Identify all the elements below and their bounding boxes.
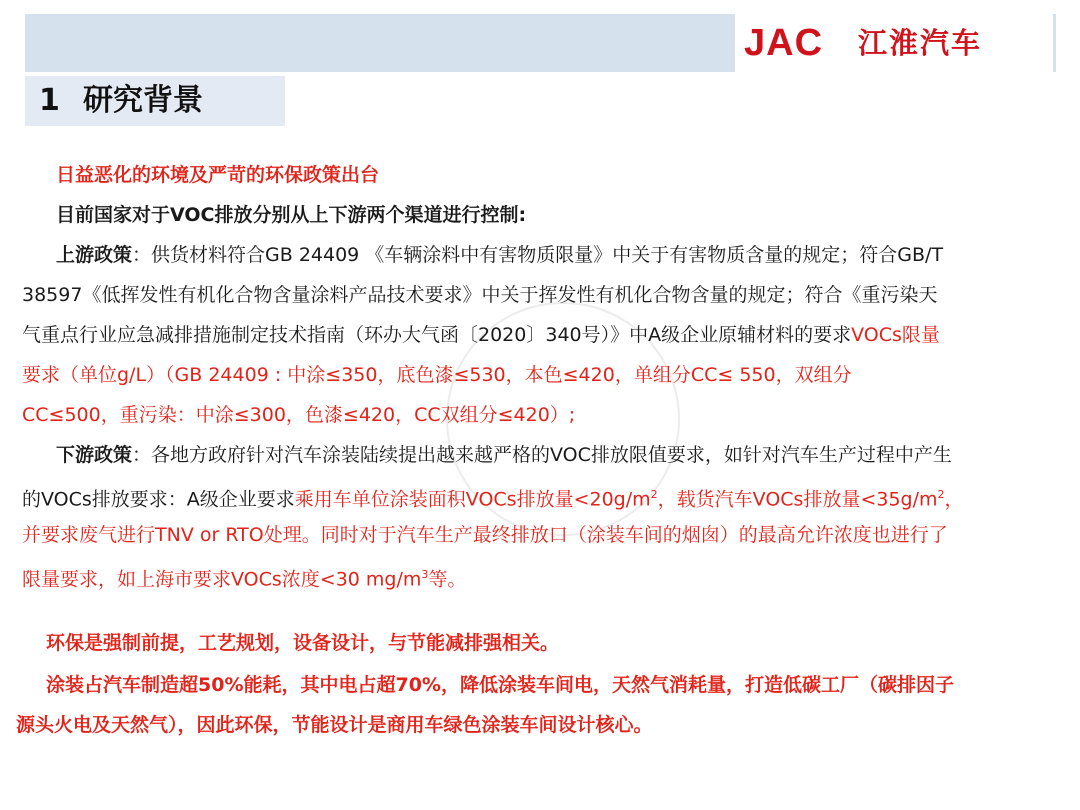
heading-red: 日益恶化的环境及严苛的环保政策出台: [56, 164, 380, 186]
downstream-text-2c: ，载货汽车VOCs排放量<35g/m: [657, 488, 938, 511]
summary-line-2: 涂装占汽车制造超50%能耗，其中电占超70%，降低涂装车间电，天然气消耗量，打造低碳工厂（碳排因子: [46, 674, 954, 696]
section-number: 1: [39, 83, 60, 118]
downstream-text-2d: ，: [944, 488, 964, 511]
downstream-label: 下游政策: [56, 444, 133, 466]
upstream-line-3: [22, 322, 940, 348]
upstream-text-3b: VOCs限量: [851, 324, 940, 346]
downstream-line-4: [22, 562, 466, 592]
downstream-text-2b: 乘用车单位涂装面积VOCs排放量<20g/m: [294, 488, 651, 511]
downstream-text-1: ：各地方政府针对汽车涂装陆续提出越来越严格的VOC排放限值要求，如针对汽车生产过程中产生: [132, 444, 952, 466]
summary-line-3: 源头火电及天然气），因此环保，节能设计是商用车绿色涂装车间设计核心。: [16, 714, 653, 736]
downstream-sup-1: 2: [650, 488, 658, 501]
section-title: 研究背景: [83, 83, 203, 118]
upstream-line-2: 38597《低挥发性有机化合物含量涂料产品技术要求》中关于挥发性有机化合物含量的规定；符合《重污染天: [22, 284, 938, 306]
downstream-sup-3: 3: [421, 568, 429, 581]
logo-cn-text: 江淮汽车: [858, 26, 983, 60]
downstream-line-1: [56, 442, 952, 468]
downstream-text-4a: 限量要求，如上海市要求VOCs浓度<30 mg/m: [22, 568, 422, 591]
upstream-line-5: CC≤500，重污染：中涂≤300，色漆≤420，CC双组分≤420）;: [22, 404, 576, 426]
downstream-text-4b: 等。: [428, 568, 467, 591]
downstream-sup-2: 2: [937, 488, 945, 501]
upstream-text-3a: 气重点行业应急减排措施制定技术指南（环办大气函〔2020〕340号）》中A级企业原辅材料的要求: [22, 324, 852, 346]
logo-jac-text: JAC: [744, 22, 824, 64]
upstream-label: 上游政策: [56, 244, 133, 266]
intro-text: 目前国家对于VOC排放分别从上下游两个渠道进行控制:: [56, 204, 527, 226]
summary-line-1: 环保是强制前提，工艺规划，设备设计，与节能减排强相关。: [46, 632, 560, 654]
upstream-line-1: [56, 242, 943, 268]
upstream-line-4: 要求（单位g/L）（GB 24409 : 中涂≤350，底色漆≤530，本色≤420，单组分CC≤ 550，双组分: [22, 364, 852, 386]
brand-logo: [738, 14, 1056, 72]
header-band: [25, 14, 735, 72]
downstream-line-3: 并要求废气进行TNV or RTO处理。同时对于汽车生产最终排放口（涂装车间的烟囱）的最高允许浓度也进行了: [22, 524, 948, 546]
downstream-line-2: [22, 482, 964, 512]
downstream-text-2a: 的VOCs排放要求：A级企业要求: [22, 488, 295, 511]
section-title-box: [25, 76, 285, 126]
upstream-text-1: ：供货材料符合GB 24409 《车辆涂料中有害物质限量》中关于有害物质含量的规定；符合GB/T: [132, 244, 944, 266]
